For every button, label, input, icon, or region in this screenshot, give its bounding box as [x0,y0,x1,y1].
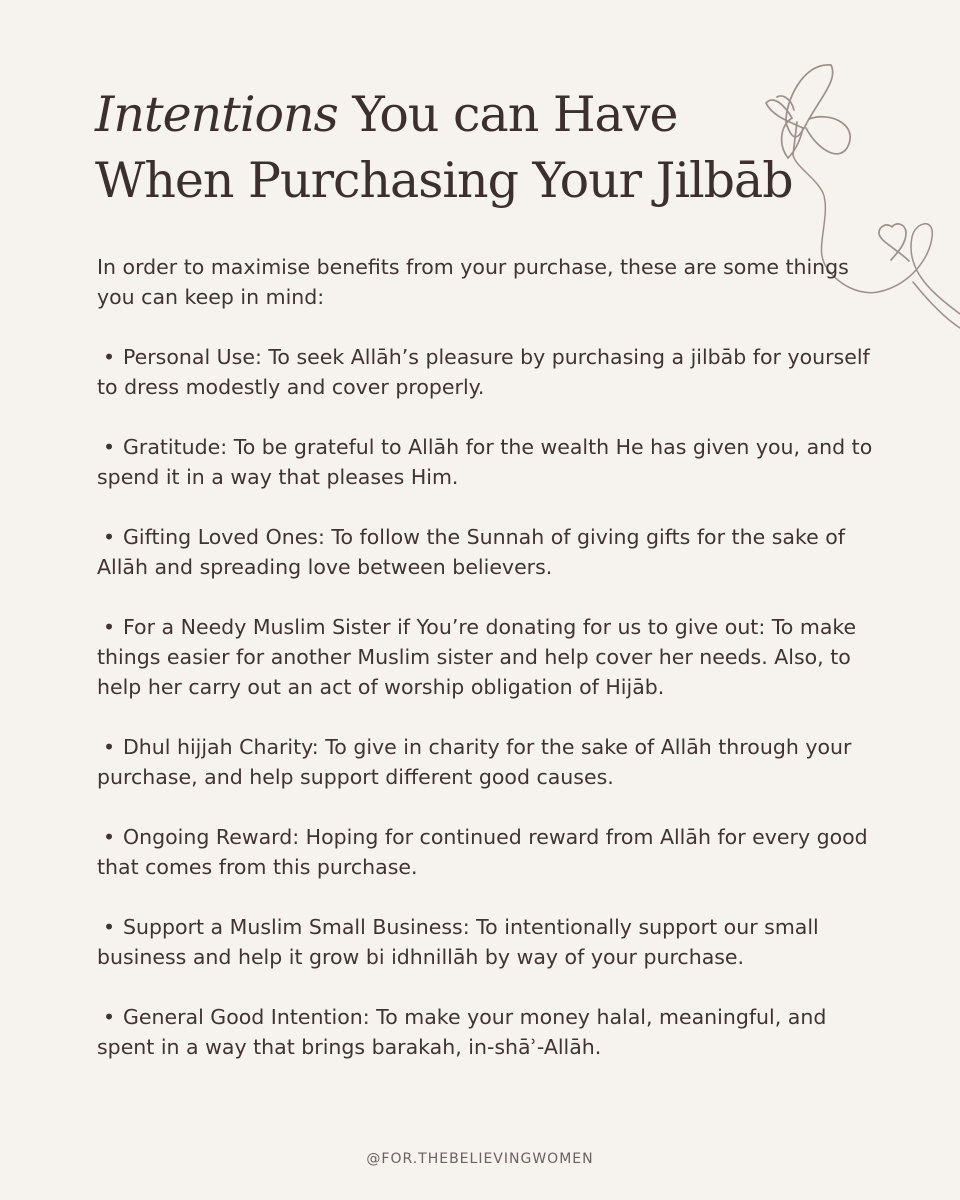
intention-text: Personal Use: To seek Allāh’s pleasure by purchasing a jilbāb for yourself to dress modestly and cover properly. [97,345,870,399]
intention-item-personal-use [97,342,887,402]
decorative-line-art [760,40,960,360]
bullet-marker: • [102,435,116,459]
intention-item-needy-sister [97,612,887,702]
intention-item-dhul-hijjah-charity [97,732,887,792]
intention-text: Ongoing Reward: Hoping for continued reward from Allāh for every good that comes from this purchase. [97,825,868,879]
bullet-marker: • [102,615,116,639]
bullet-marker: • [102,735,116,759]
butterfly-icon [766,65,850,158]
bullet-marker: • [102,1005,116,1029]
bullet-marker: • [102,825,116,849]
bullet-marker: • [102,525,116,549]
social-handle: @FOR.THEBELIEVINGWOMEN [366,1151,594,1167]
title-line2: When Purchasing Your Jilbāb [95,152,793,209]
intention-item-gratitude [97,432,887,492]
intention-text: For a Needy Muslim Sister if You’re donating for us to give out: To make things easier for another Muslim sister and help cover her needs. Also, to help her carry out an act of worship obligation of Hijāb. [97,615,857,699]
bullet-marker: • [102,345,116,369]
bullet-marker: • [102,915,116,939]
intro-text: In order to maximise benefits from your purchase, these are some things you can keep in mind: [97,255,849,309]
intention-text: General Good Intention: To make your money halal, meaningful, and spent in a way that brings barakah, in-shāʾ-Allāh. [97,1005,827,1059]
page-title [95,82,855,214]
intention-text: Dhul hijjah Charity: To give in charity for the sake of Allāh through your purchase, and help support different good causes. [97,735,852,789]
intention-text: Gifting Loved Ones: To follow the Sunnah of giving gifts for the sake of Allāh and spreading love between believers. [97,525,845,579]
title-emphasis: Intentions [95,86,338,143]
intention-item-gifting-loved-ones [97,522,887,582]
intention-item-general-good [97,1002,887,1062]
title-line1-rest: You can Have [352,86,678,143]
heart-icon [879,224,909,261]
bottom-line [913,282,960,328]
intention-text: Gratitude: To be grateful to Allāh for the wealth He has given you, and to spend it in a way that pleases Him. [97,435,873,489]
intention-text: Support a Muslim Small Business: To intentionally support our small business and help it grow bi idhnillāh by way of your purchase. [97,915,819,969]
intention-item-small-business [97,912,887,972]
intention-item-ongoing-reward [97,822,887,882]
